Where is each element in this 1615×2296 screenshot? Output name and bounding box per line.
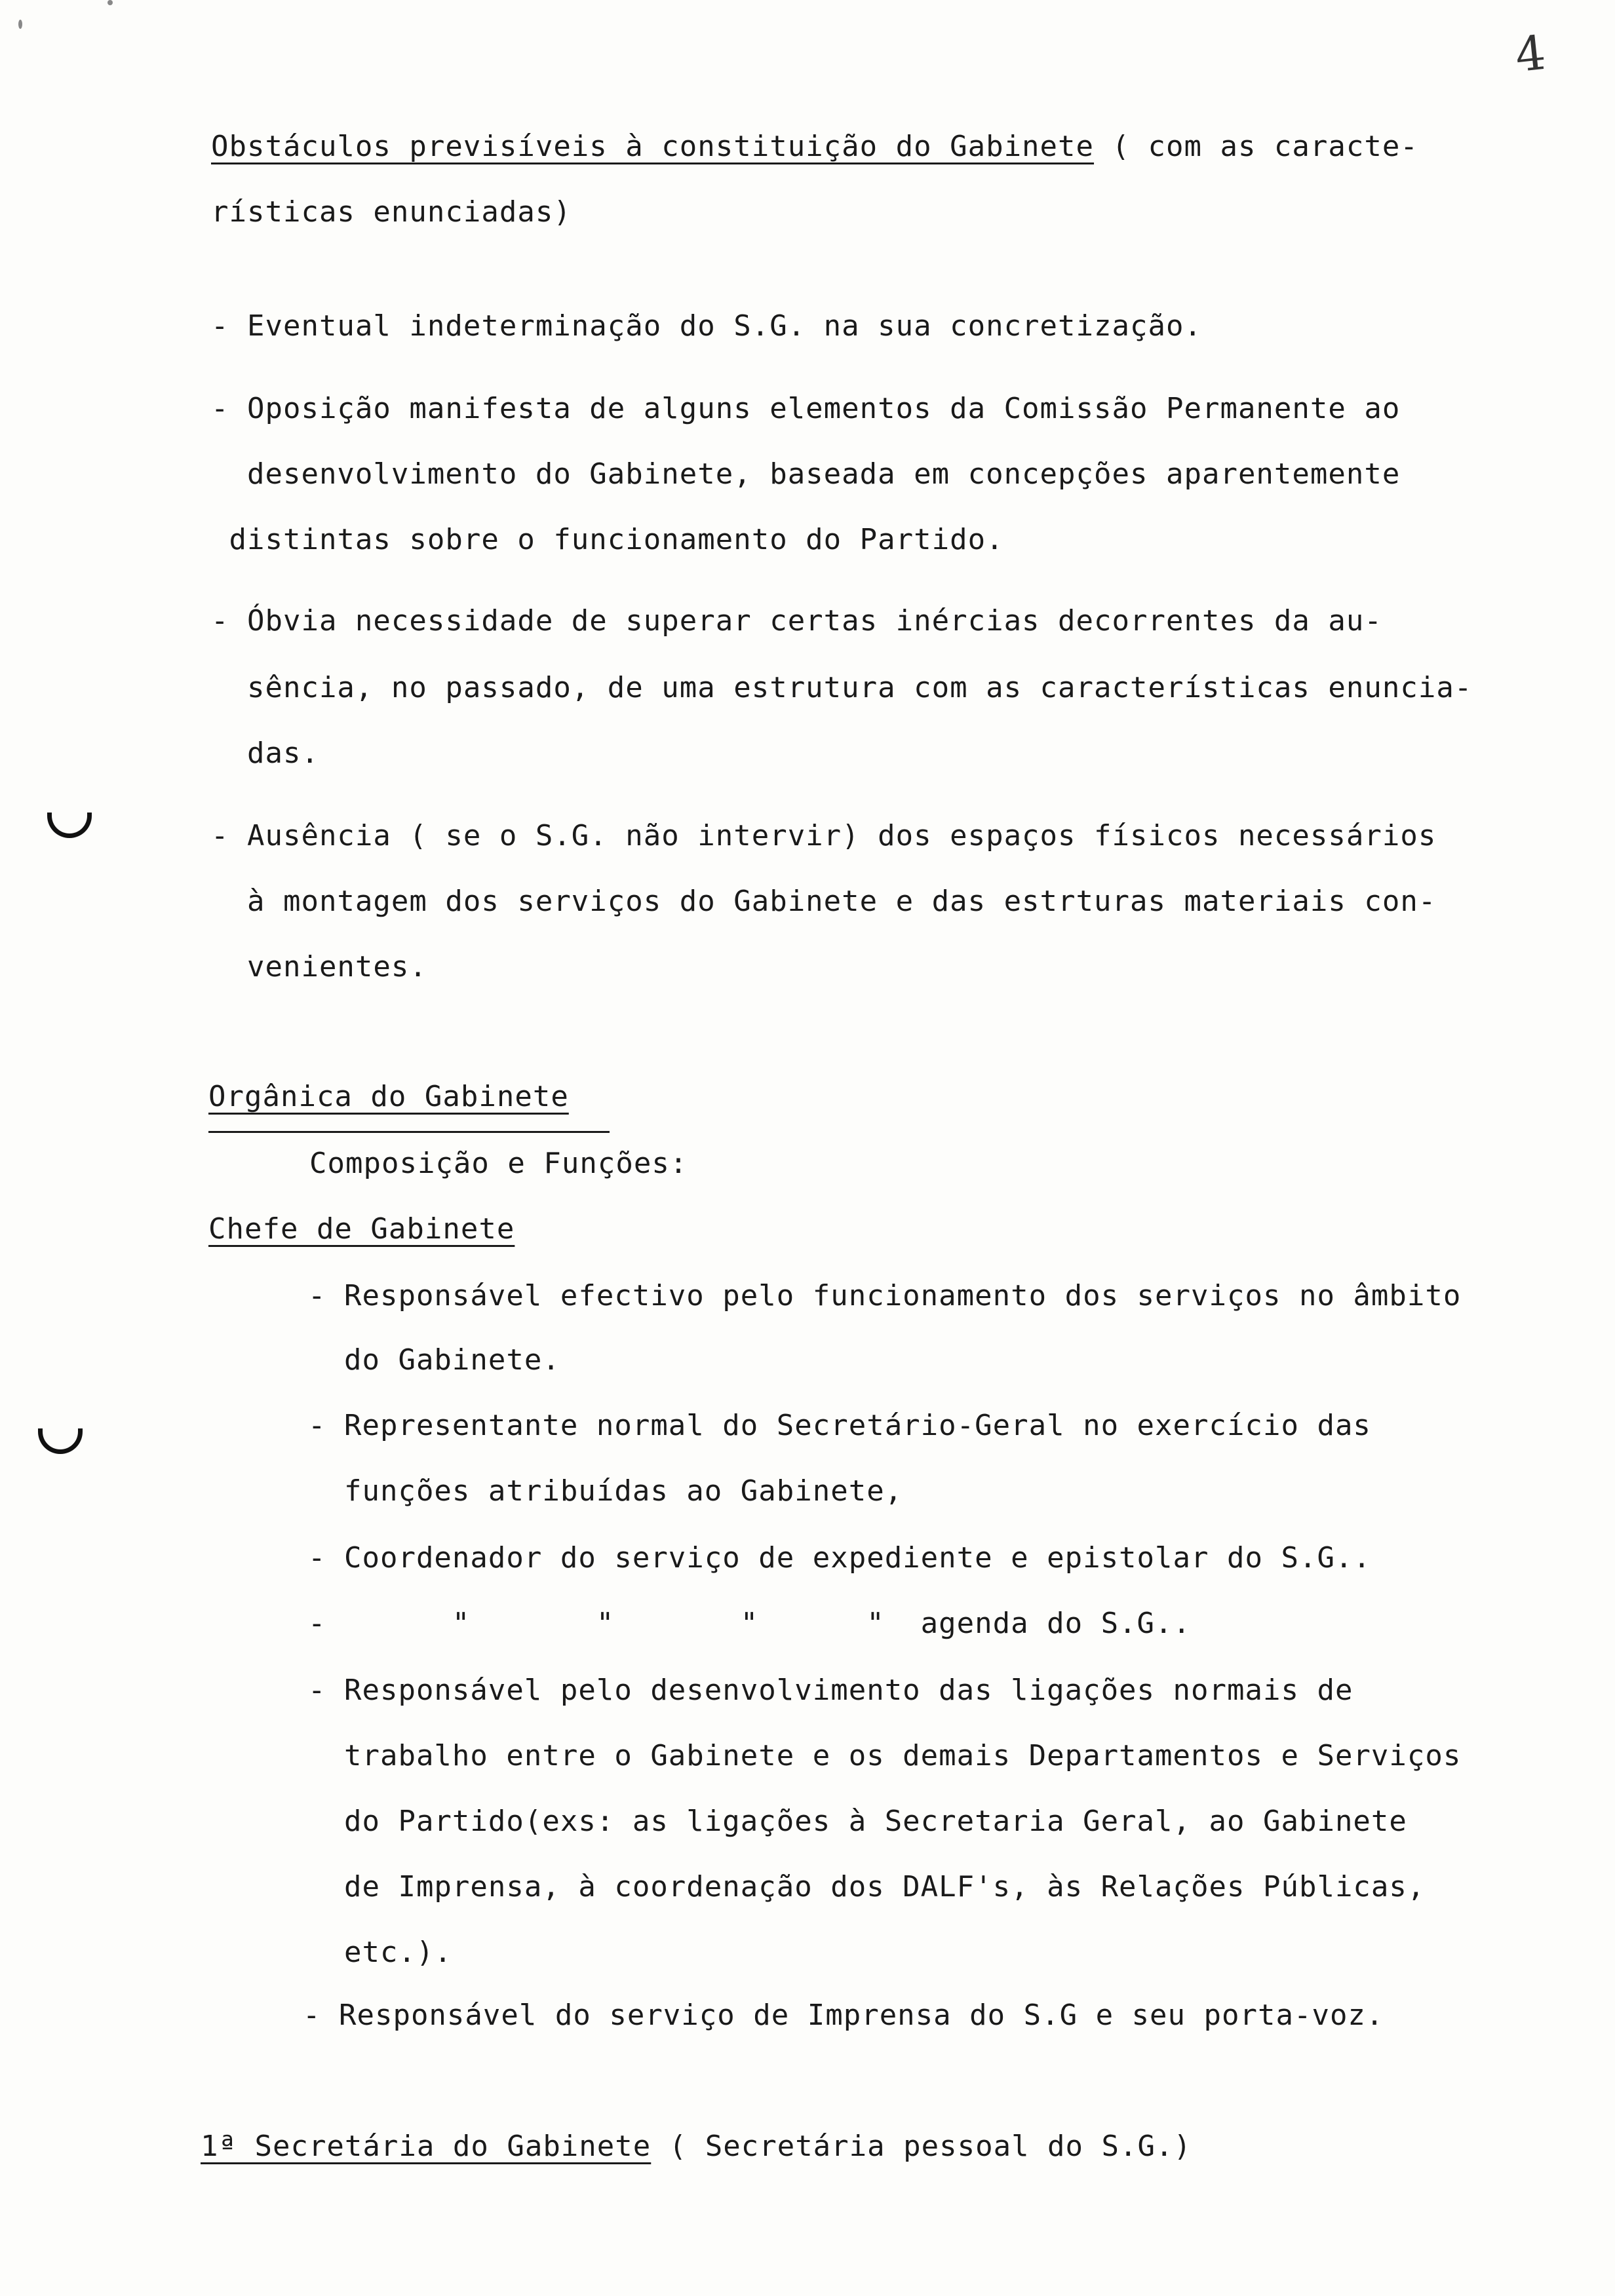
obstaculos-item-4-line-1: - Ausência ( se o S.G. não intervir) dos espaços físicos necessários bbox=[211, 819, 1437, 852]
obstaculos-item-3-line-2: sência, no passado, de uma estrutura com as características enuncia- bbox=[211, 671, 1473, 704]
chefe-item-3-line-1: - Coordenador do serviço de expediente e epistolar do S.G.. bbox=[308, 1541, 1371, 1575]
obstaculos-item-3-line-1: - Óbvia necessidade de superar certas inércias decorrentes da au- bbox=[211, 604, 1382, 638]
obstaculos-item-2-line-2: desenvolvimento do Gabinete, baseada em concepções aparentemente bbox=[211, 457, 1401, 491]
obstaculos-heading-cont: rísticas enunciadas) bbox=[211, 195, 572, 229]
obstaculos-item-3-line-3: das. bbox=[211, 737, 319, 770]
organica-heading-double-rule bbox=[208, 1131, 610, 1133]
organica-heading-text: Orgânica do Gabinete bbox=[208, 1080, 569, 1113]
chefe-heading-text: Chefe de Gabinete bbox=[208, 1212, 515, 1246]
chefe-item-5-line-4: de Imprensa, à coordenação dos DALF's, às Relações Públicas, bbox=[308, 1870, 1426, 1904]
scan-speck bbox=[18, 20, 22, 29]
secretaria-heading-tail: ( Secretária pessoal do S.G.) bbox=[651, 2130, 1192, 2163]
chefe-item-2-line-2: funções atribuídas ao Gabinete, bbox=[308, 1474, 903, 1508]
obstaculos-item-2-line-1: - Oposição manifesta de alguns elementos da Comissão Permanente ao bbox=[211, 392, 1401, 425]
organica-subheading: Composição e Funções: bbox=[309, 1147, 688, 1180]
organica-heading bbox=[208, 1079, 569, 1115]
obstaculos-heading: Obstáculos previsíveis à constituição do Gabinete bbox=[211, 130, 1095, 163]
chefe-item-1-line-1: - Responsável efectivo pelo funcionamento dos serviços no âmbito bbox=[308, 1279, 1462, 1312]
obstaculos-heading-tail: ( com as caracte- bbox=[1094, 130, 1418, 163]
scan-speck bbox=[107, 0, 113, 5]
chefe-item-1-line-2: do Gabinete. bbox=[308, 1343, 560, 1377]
secretaria-heading-line bbox=[201, 2128, 1192, 2165]
secretaria-heading: 1ª Secretária do Gabinete bbox=[201, 2130, 652, 2163]
chefe-item-4-line-1: - " " " " agenda do S.G.. bbox=[308, 1607, 1192, 1640]
chefe-item-5-line-5: etc.). bbox=[308, 1936, 452, 1969]
handwritten-page-number: 4 bbox=[1512, 24, 1549, 83]
margin-binding-mark bbox=[47, 813, 92, 838]
obstaculos-item-4-line-3: venientes. bbox=[211, 950, 427, 984]
chefe-item-5-line-3: do Partido(exs: as ligações à Secretaria Geral, ao Gabinete bbox=[308, 1805, 1407, 1838]
obstaculos-heading-line bbox=[211, 128, 1418, 165]
chefe-item-5-line-2: trabalho entre o Gabinete e os demais Departamentos e Serviços bbox=[308, 1739, 1462, 1772]
obstaculos-item-2-line-3: distintas sobre o funcionamento do Partido. bbox=[211, 523, 1004, 556]
chefe-item-2-line-1: - Representante normal do Secretário-Geral no exercício das bbox=[308, 1409, 1371, 1442]
chefe-item-6-line-1: - Responsável do serviço de Imprensa do S.G e seu porta-voz. bbox=[303, 1999, 1384, 2032]
chefe-item-5-line-1: - Responsável pelo desenvolvimento das ligações normais de bbox=[308, 1674, 1353, 1707]
chefe-heading bbox=[208, 1211, 515, 1248]
obstaculos-item-4-line-2: à montagem dos serviços do Gabinete e das estrturas materiais con- bbox=[211, 885, 1437, 918]
obstaculos-item-1-line-1: - Eventual indeterminação do S.G. na sua concretização. bbox=[211, 309, 1202, 343]
margin-binding-mark bbox=[38, 1428, 83, 1454]
